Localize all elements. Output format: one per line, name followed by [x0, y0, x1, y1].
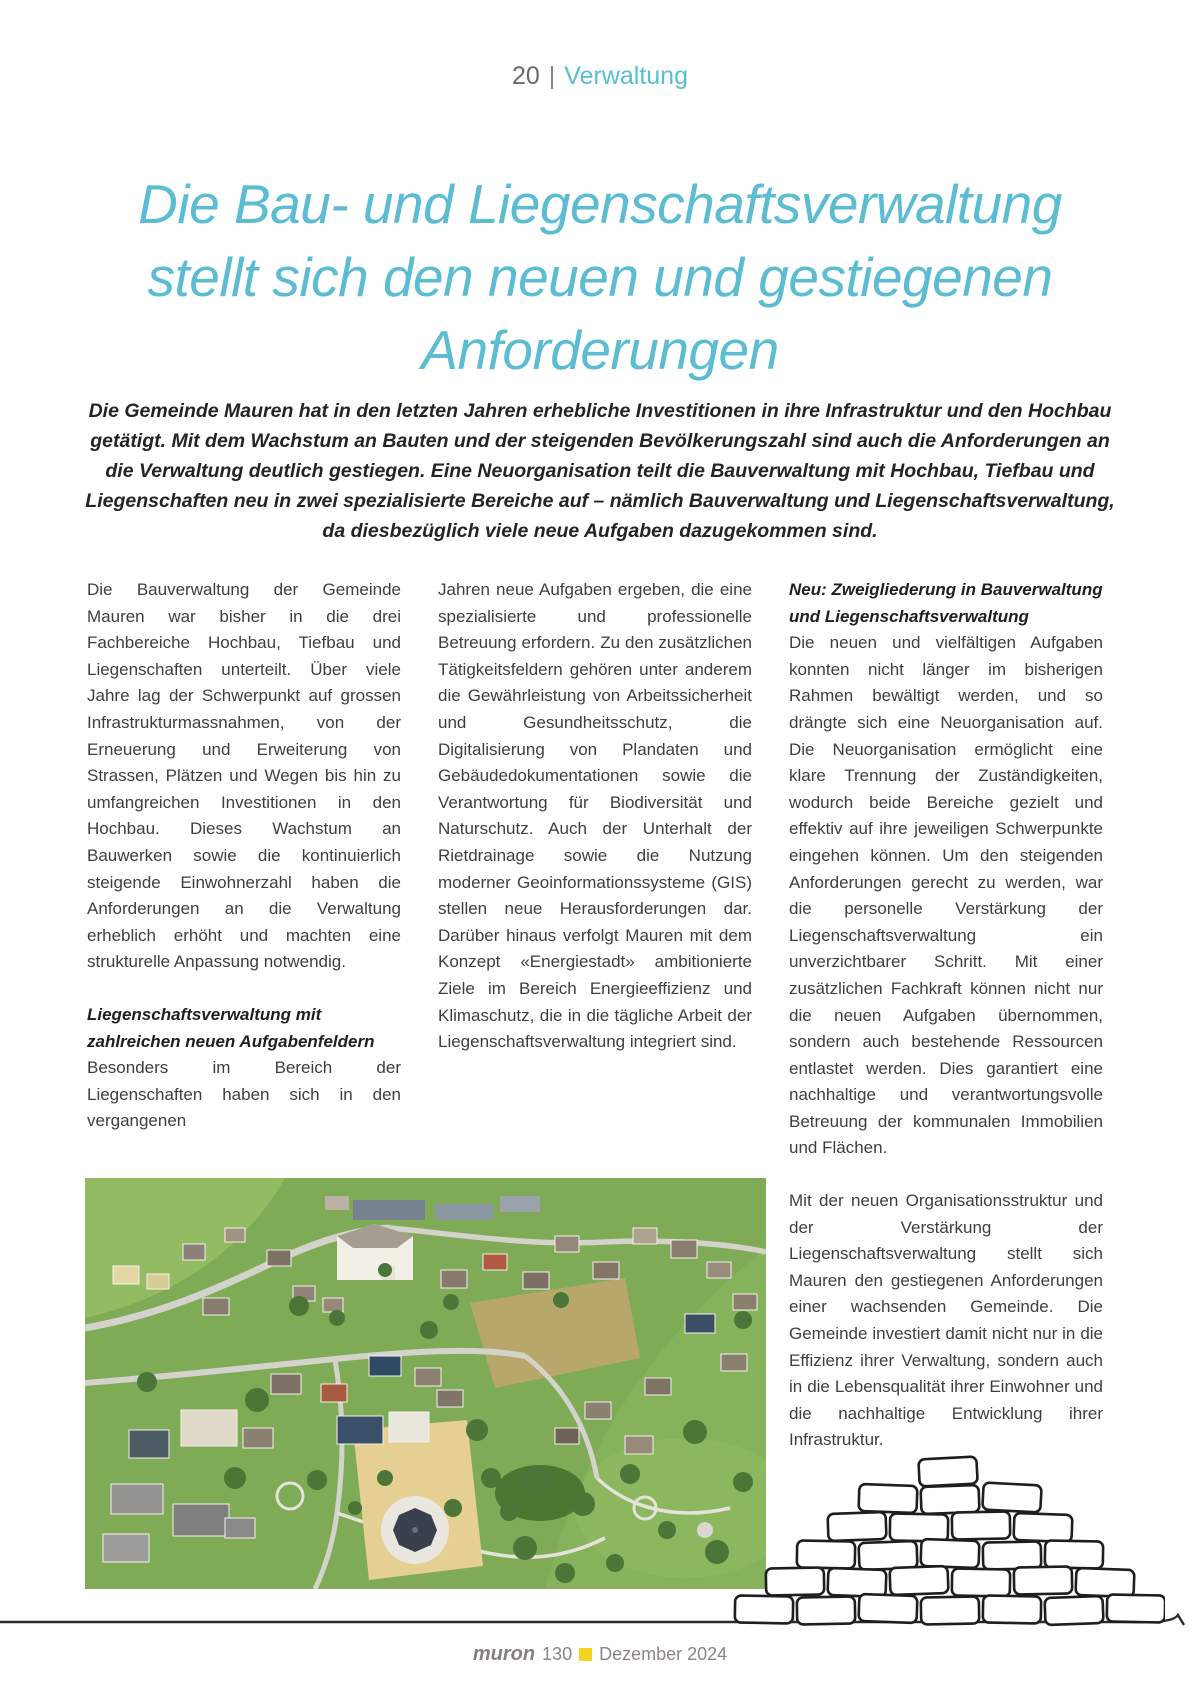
aerial-photo: [85, 1178, 766, 1589]
title-line-1: Die Bau- und Liegenschaftsverwaltung: [138, 173, 1062, 235]
yellow-square-icon: [579, 1648, 592, 1661]
subheading-zweigliederung: Neu: Zweigliederung in Bauverwaltung und Liegenschaftsverwaltung: [789, 580, 1103, 626]
article-title: [0, 168, 1200, 387]
page-footer: [0, 1643, 1200, 1666]
body-paragraph: Jahren neue Aufgaben ergeben, die eine spezialisierte und professionelle Betreuung erfordern. Zu den zusätzlichen Tätigkeitsfeldern gehören unter anderem die Gewährleistung von Arbeitssicherheit und Gesundheitsschutz, die Digitalisierung von Plandaten und Gebäudedokumentationen sowie die Verantwortung für Biodiversität und Naturschutz. Auch der Unterhalt der Rietdrainage sowie die Nutzung moderner Geoinformationssysteme (GIS) stellen neue Herausforderungen dar. Darüber hinaus verfolgt Mauren mit dem Konzept «Energiestadt» ambitionierte Ziele im Bereich Energieeffizienz und Klimaschutz, die in die tägliche Arbeit der Liegenschaftsverwaltung integriert sind.: [438, 580, 752, 1052]
lead-paragraph: Die Gemeinde Mauren hat in den letzten Jahren erhebliche Investitionen in ihre Infrastruktur und den Hochbau getätigt. Mit dem Wachstum an Bauten und der steigenden Bevölkerungszahl sind auch die Anforderungen an die Verwaltung deutlich gestiegen. Eine Neuorganisation teilt die Bauverwaltung mit Hochbau, Tiefbau und Liegenschaften neu in zwei spezialisierte Bereiche auf – nämlich Bauverwaltung und Liegenschaftsverwaltung, da diesbezüglich viele neue Aufgaben dazugekommen sind.: [85, 400, 1115, 542]
title-line-3: Anforderungen: [421, 319, 779, 381]
body-paragraph: Mit der neuen Organisationsstruktur und der Verstärkung der Liegenschaftsverwaltung stellt sich Mauren den gestiegenen Anforderungen einer wachsenden Gemeinde. Die Gemeinde investiert damit nicht nur in die Effizienz ihrer Verwaltung, sondern auch in die Lebensqualität ihrer Einwohner und die nachhaltige Entwicklung ihrer Infrastruktur.: [789, 1191, 1103, 1450]
column-3: [789, 577, 1103, 1454]
subheading-liegenschaftsverwaltung: Liegenschaftsverwaltung mit zahlreichen neuen Aufgabenfeldern: [87, 1004, 375, 1051]
issue-date: Dezember 2024: [599, 1644, 728, 1664]
magazine-name: muron: [472, 1643, 536, 1665]
page-header: [0, 62, 1200, 91]
body-paragraph: Die Bauverwaltung der Gemeinde Mauren war bisher in die drei Fachbereiche Hochbau, Tiefbau und Liegenschaften unterteilt. Über viele Jahre lag der Schwerpunkt auf grossen Infrastrukturmassnahmen, von der Erneuerung und Erweiterung von Strassen, Plätzen und Wegen bis hin zu umfangreichen Investitionen in den Hochbau. Dieses Wachstum an Bauwerken sowie die kontinuierlich steigende Einwohnerzahl haben die Anforderungen an die Verwaltung erheblich erhöht und machten eine strukturelle Anpassung notwendig.: [87, 580, 401, 972]
section-label: Verwaltung: [564, 62, 688, 90]
brick-pyramid-illustration: [733, 1452, 1165, 1628]
page-number: 20: [511, 62, 540, 90]
header-separator: |: [548, 62, 556, 90]
title-line-2: stellt sich den neuen und gestiegenen: [147, 246, 1053, 308]
issue-number: 130: [542, 1644, 573, 1664]
body-paragraph: Besonders im Bereich der Liegenschaften haben sich in den vergangenen: [87, 1058, 401, 1131]
body-paragraph: Die neuen und vielfältigen Aufgaben konnten nicht länger im bisherigen Rahmen bewältigt werden, und so drängte sich eine Neuorganisation auf. Die Neuorganisation ermöglicht eine klare Trennung der Zuständigkeiten, wodurch beide Bereiche gezielt und effektiv auf ihre jeweiligen Schwerpunkte eingehen können. Um den steigenden Anforderungen gerecht zu werden, war die personelle Verstärkung der Liegenschaftsverwaltung ein unverzichtbarer Schritt. Mit einer zusätzlichen Fachkraft können nicht nur die neuen Aufgaben übernommen, sondern auch bestehende Ressourcen entlastet werden. Dies garantiert eine nachhaltige und verantwortungsvolle Betreuung der kommunalen Immobilien und Flächen.: [789, 633, 1103, 1158]
